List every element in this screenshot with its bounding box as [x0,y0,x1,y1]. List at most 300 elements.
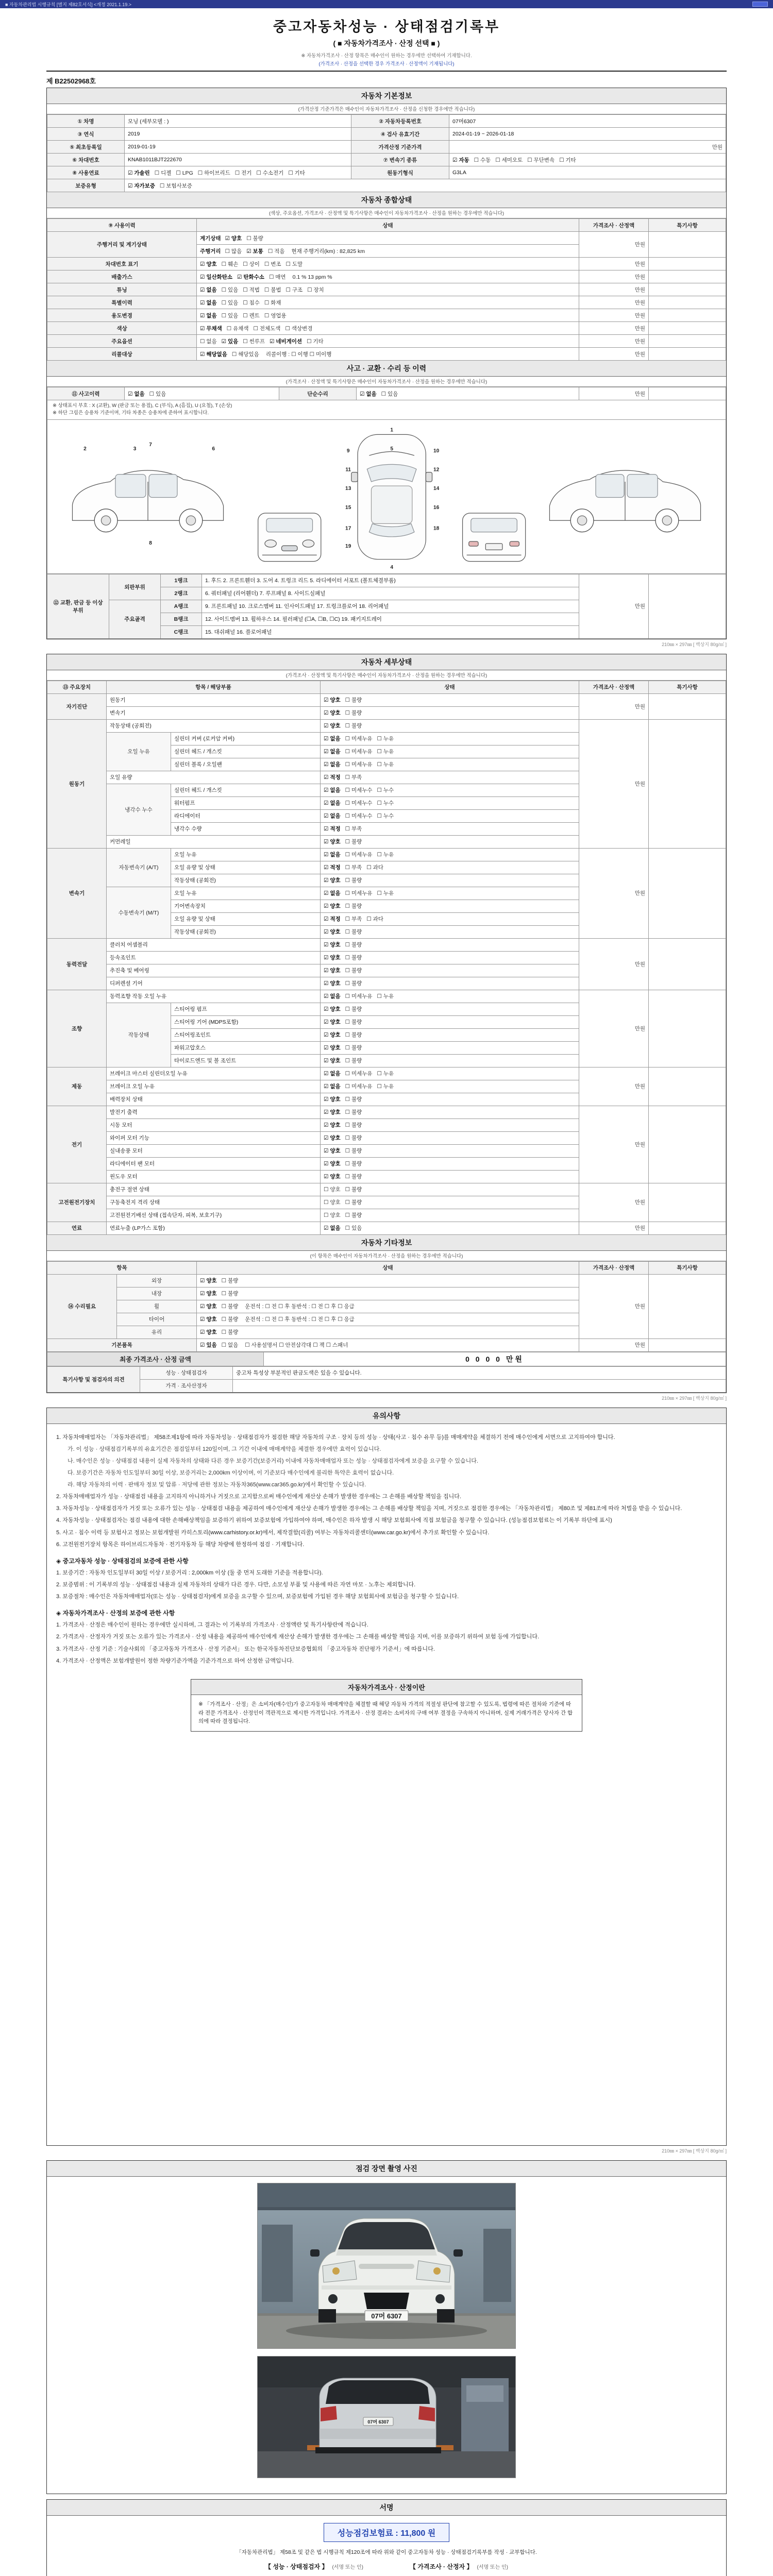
checkbox-양호[interactable]: ☑ 양호 [324,1096,341,1103]
notice-paragraph: 2. 가격조사 · 산정자가 거짓 또는 오류가 있는 가격조사 · 산정 내용을 제공하여 매수인에게 재산상 손해가 발생한 경우에는 그 손해를 배상할 책임을 지며, 이를 보증하기 위하여 보험 등에 가입합니다. [56,1634,540,1640]
checkbox-누수[interactable]: ☐ 누수 [377,787,394,793]
checkbox-있음[interactable]: ☐ 있음 [221,286,239,293]
checkbox-누유[interactable]: ☐ 누유 [377,761,394,768]
checkbox-cell[interactable] [321,1015,579,1028]
value-cell: 스티어링 펌프 [171,1003,321,1015]
checkbox-불량[interactable]: ☐ 불량 [345,1135,362,1141]
checkbox-불량[interactable]: ☐ 불량 [246,235,263,242]
checkbox-도말[interactable]: ☐ 도말 [285,261,303,267]
checkbox-훼손[interactable]: ☐ 훼손 [221,261,239,267]
checkbox-cell[interactable] [125,179,726,192]
checkbox-cell[interactable] [321,719,579,732]
checkbox-cell[interactable] [321,1222,579,1234]
notice-title: 유의사항 [47,1408,726,1424]
checkbox-양호[interactable]: ☑ 양호 [200,1316,217,1323]
notice-paragraph: 6. 고전원전기장치 항목은 하이브리드자동차 · 전기자동차 등 해당 차량에 한정하여 점검 · 기재합니다. [56,1541,305,1548]
checkbox-cell[interactable] [197,309,579,322]
checkbox-매연[interactable]: ☐ 매연 [268,274,286,280]
checkbox-양호[interactable]: ☑ 양호 [324,929,341,935]
law-reference: 「자동차관리법」 제58조 및 같은 법 시행규칙 제120조에 따라 위와 같이 중고자동차 성능 · 상태점검기록부를 작성 · 교부합니다. [236,2549,537,2555]
label-cell: 작동상태 [107,1003,171,1067]
checkbox-디젤[interactable]: ☐ 디젤 [154,170,172,176]
checkbox-cell[interactable] [357,387,579,400]
note-cell [649,296,726,309]
checkbox-있음[interactable]: ☐ 있음 [345,1225,362,1231]
checkbox-전기[interactable]: ☐ 전기 [234,170,252,176]
checkbox-cell[interactable] [321,835,579,848]
checkbox-침수[interactable]: ☐ 침수 [243,299,260,306]
inspection-photo-rear [258,2357,515,2478]
checkbox-불량[interactable]: ☐ 불량 [345,1058,362,1064]
checkbox-적정[interactable]: ☑ 적정 [324,865,341,871]
label-cell: ⑤ 최초등록일 [47,141,125,154]
checkbox-양호[interactable]: ☑ 양호 [324,1006,341,1012]
checkbox-cell[interactable] [321,1093,579,1106]
value-cell: 워터펌프 [171,796,321,809]
checkbox-양호[interactable]: ☑ 양호 [225,235,242,242]
checkbox-누유[interactable]: ☐ 누유 [377,993,394,999]
panel-number: 9 [346,448,350,454]
checkbox-유채색[interactable]: ☐ 유채색 [226,325,249,332]
checkbox-적법[interactable]: ☐ 적법 [243,286,260,293]
checkbox-불량[interactable]: ☐ 불량 [345,955,362,961]
checkbox-cell[interactable] [321,771,579,784]
checkbox-양호[interactable]: ☑ 양호 [324,1174,341,1180]
inline-label: 계기상태 [200,235,221,242]
notice-paragraph: 라. 해당 자동차의 이력 · 판매자 정보 및 압류 · 저당에 관한 정보는 자동차365(www.car365.go.kr)에서 확인할 수 있습니다. [68,1482,366,1488]
checkbox-cell[interactable] [197,283,579,296]
checkbox-불량[interactable]: ☐ 불량 [345,839,362,845]
checkbox-화재[interactable]: ☐ 화재 [264,299,281,306]
checkbox-cell[interactable] [197,258,579,270]
table-row [47,219,726,232]
checkbox-불량[interactable]: ☐ 불량 [345,903,362,909]
checkbox-양호[interactable]: ☐ 양호 [324,1199,341,1206]
checkbox-양호[interactable]: ☑ 양호 [324,877,341,884]
checkbox-양호[interactable]: ☑ 양호 [200,1291,217,1297]
checkbox-불량[interactable]: ☐ 불량 [345,1122,362,1128]
label-cell: 전기 [47,1106,107,1183]
checkbox-양호[interactable]: ☑ 양호 [200,1278,217,1284]
note-cell [649,693,726,719]
checkbox-cell[interactable] [321,784,579,796]
checkbox-양호[interactable]: ☐ 양호 [324,1212,341,1218]
notice-paragraph: 3. 자동차성능 · 상태점검자가 거짓 또는 오류가 있는 성능 · 상태점검 내용을 제공하여 매수인에게 재산상 손해가 발생한 경우에는 그 손해를 배상할 책임을 지며, 거짓으로 점검한 경우에는 「자동차관리법」 제80조 및 제81조에 따라 처벌을 받을 수 있습니다. [56,1505,682,1512]
checkbox-없음[interactable]: ☐ 없음 [200,338,217,345]
checkbox-보험사보증[interactable]: ☐ 보험사보증 [159,182,192,189]
checkbox-양호[interactable]: ☑ 양호 [324,1058,341,1064]
checkbox-전체도색[interactable]: ☐ 전체도색 [253,325,281,332]
checkbox-cell[interactable] [197,270,579,283]
checkbox-없음[interactable]: ☑ 없음 [324,761,341,768]
checkbox-렌트[interactable]: ☐ 렌트 [243,312,260,319]
label-cell: 외장 [117,1274,197,1287]
value-cell: 구동축전지 격리 상태 [107,1196,321,1209]
publisher-badge-icon [752,2,768,7]
checkbox-미세누유[interactable]: ☐ 미세누유 [345,993,373,999]
checkbox-양호[interactable]: ☑ 양호 [324,1109,341,1115]
checkbox-불량[interactable]: ☐ 불량 [221,1303,239,1310]
checkbox-불량[interactable]: ☐ 불량 [221,1291,239,1297]
checkbox-cell[interactable] [125,387,279,400]
checkbox-무채색[interactable]: ☑ 무채색 [200,325,222,332]
label-cell: 오일 누유 [107,732,171,771]
car-front-view [258,513,321,562]
inline-label: 주행거리 [200,248,221,255]
checkbox-썬루프[interactable]: ☐ 썬루프 [243,338,265,345]
checkbox-cell[interactable] [321,1131,579,1144]
checkbox-cell[interactable] [197,322,579,335]
checkbox-cell[interactable] [321,861,579,874]
checkbox-장치[interactable]: ☐ 장치 [307,286,324,293]
checkbox-cell[interactable] [321,990,579,1003]
checkbox-양호[interactable]: ☑ 양호 [324,968,341,974]
checkbox-cell[interactable] [321,693,579,706]
checkbox-cell[interactable] [321,1054,579,1067]
value-cell: 실린더 헤드 / 개스킷 [171,784,321,796]
checkbox-미세누유[interactable]: ☐ 미세누유 [345,1071,373,1077]
checkbox-불법[interactable]: ☐ 불법 [264,286,281,293]
checkbox-구조[interactable]: ☐ 구조 [285,286,303,293]
panel-number: 17 [345,526,351,532]
checkbox-있음[interactable]: ☐ 있음 [381,391,398,397]
checkbox-cell[interactable] [197,296,579,309]
checkbox-불량[interactable]: ☐ 불량 [345,929,362,935]
checkbox-있음[interactable]: ☑ 있음 [221,338,239,345]
price-cell: 만원 [579,693,649,719]
checkbox-cell[interactable] [321,706,579,719]
checkbox-양호[interactable]: ☑ 양호 [200,1329,217,1335]
checkbox-cell[interactable] [321,1106,579,1118]
checkbox-없음[interactable]: ☑ 없음 [324,1071,341,1077]
notice-paragraph: 4. 가격조사 · 산정액은 보험개발원이 정한 차량기준가액을 기준가격으로 하여 산정한 금액입니다. [56,1657,294,1664]
checkbox-cell[interactable] [321,1209,579,1222]
checkbox-없음[interactable]: ☑ 없음 [324,1083,341,1090]
checkbox-cell[interactable] [197,232,579,245]
checkbox-cell[interactable] [197,335,579,348]
checkbox-기타[interactable]: ☐ 기타 [307,338,324,345]
checkbox-cell[interactable] [321,1067,579,1080]
label-cell: ② 자동차등록번호 [351,115,449,128]
checkbox-적정[interactable]: ☑ 적정 [324,826,341,832]
panel-number: 5 [390,446,394,452]
checkbox-불량[interactable]: ☐ 불량 [345,723,362,729]
checkbox-없음[interactable]: ☑ 없음 [128,391,145,397]
checkbox-불량[interactable]: ☐ 불량 [345,942,362,948]
checkbox-세미오토[interactable]: ☐ 세미오토 [495,157,523,163]
checkbox-없음[interactable]: ☑ 없음 [200,299,217,306]
checkbox-양호[interactable]: ☑ 양호 [324,903,341,909]
checkbox-기타[interactable]: ☐ 기타 [559,157,576,163]
value-cell: 변속기 [107,706,321,719]
detail-section-subtitle: (가격조사 · 산정액 및 특기사항은 매수인이 자동차가격조사 · 산정을 원하는 경우에만 적습니다) [47,670,726,681]
note-cell [649,335,726,348]
checkbox-미세누유[interactable]: ☐ 미세누유 [345,890,373,896]
checkbox-cell[interactable] [449,154,726,166]
checkbox-미세누유[interactable]: ☐ 미세누유 [345,852,373,858]
checkbox-cell[interactable] [321,925,579,938]
checkbox-상이[interactable]: ☐ 상이 [243,261,260,267]
checkbox-양호[interactable]: ☑ 양호 [324,839,341,845]
checkbox-미세누수[interactable]: ☐ 미세누수 [345,800,373,806]
checkbox-없음[interactable]: ☑ 없음 [324,813,341,819]
table-row [47,1183,726,1196]
final-price-table [47,1352,726,1366]
value-cell: 오일 유량 [107,771,321,784]
checkbox-양호[interactable]: ☑ 양호 [324,1122,341,1128]
checkbox-불량[interactable]: ☐ 불량 [345,1174,362,1180]
checkbox-cell[interactable] [321,1003,579,1015]
checkbox-무단변속[interactable]: ☐ 무단변속 [527,157,555,163]
checkbox-많음[interactable]: ☐ 많음 [225,248,242,255]
value-cell: 1. 후드 2. 프론트휀더 3. 도어 4. 트렁크 리드 5. 라디에이터 서포트 (볼트체결부품) [202,574,579,587]
checkbox-양호[interactable]: ☑ 양호 [324,955,341,961]
checkbox-cell[interactable] [321,887,579,900]
value-cell: 작동상태 (공회전) [171,874,321,887]
checkbox-있음[interactable]: ☐ 있음 [221,299,239,306]
label-cell: 단순수리 [279,387,357,400]
paper-spec: 210㎜ × 297㎜ [ 백상지 80g/㎡ ] [662,2148,727,2154]
checkbox-cell[interactable] [197,1313,579,1326]
checkbox-탄화수소[interactable]: ☑ 탄화수소 [237,274,264,280]
checkbox-cell[interactable] [321,938,579,951]
price-cell: 만원 [579,348,649,361]
checkbox-해당있음[interactable]: ☐ 해당있음 [231,351,259,358]
checkbox-있음[interactable]: ☑ 있음 [200,1342,217,1348]
checkbox-없음[interactable]: ☑ 없음 [324,787,341,793]
checkbox-cell[interactable] [197,1274,579,1287]
checkbox-미세누유[interactable]: ☐ 미세누유 [345,1083,373,1090]
checkbox-양호[interactable]: ☑ 양호 [324,1019,341,1025]
checkbox-cell[interactable] [197,1338,579,1351]
checkbox-가솔린[interactable]: ☑ 가솔린 [128,170,150,176]
checkbox-불량[interactable]: ☐ 불량 [345,1096,362,1103]
checkbox-불량[interactable]: ☐ 불량 [345,1045,362,1051]
checkbox-색상변경[interactable]: ☐ 색상변경 [285,325,313,332]
checkbox-과다[interactable]: ☐ 과다 [366,865,383,871]
insurance-fee [324,2523,449,2542]
checkbox-누유[interactable]: ☐ 누유 [377,890,394,896]
checkbox-cell[interactable] [321,1183,579,1196]
checkbox-있음[interactable]: ☐ 있음 [149,391,166,397]
checkbox-자가보증[interactable]: ☑ 자가보증 [128,182,155,189]
checkbox-적정[interactable]: ☑ 적정 [324,774,341,781]
checkbox-cell[interactable] [321,1118,579,1131]
checkbox-cell[interactable] [197,245,579,258]
table-row [47,270,726,283]
checkbox-불량[interactable]: ☐ 불량 [345,877,362,884]
notice-body [47,1424,726,2145]
checkbox-불량[interactable]: ☐ 불량 [345,1161,362,1167]
checkbox-cell[interactable] [321,1080,579,1093]
value-cell: 브레이크 오일 누유 [107,1080,321,1093]
checkbox-없음[interactable]: ☑ 없음 [324,890,341,896]
checkbox-하이브리드[interactable]: ☐ 하이브리드 [197,170,230,176]
checkbox-누유[interactable]: ☐ 누유 [377,852,394,858]
table-row [47,322,726,335]
checkbox-cell[interactable] [321,1196,579,1209]
checkbox-cell[interactable] [197,348,579,361]
table-row [47,128,726,141]
checkbox-cell[interactable] [321,732,579,745]
label-cell: 냉각수 누수 [107,784,171,835]
checkbox-불량[interactable]: ☐ 불량 [345,710,362,716]
checkbox-부족[interactable]: ☐ 부족 [345,865,362,871]
price-cell: 만원 [579,270,649,283]
label-cell: 연료 [47,1222,107,1234]
checkbox-누유[interactable]: ☐ 누유 [377,1071,394,1077]
checkbox-없음[interactable]: ☑ 없음 [200,312,217,319]
section-notice [46,1408,727,2146]
panel-number: 15 [345,504,351,511]
checkbox-cell[interactable] [321,1028,579,1041]
signature-body [47,2516,726,2576]
notice-paragraph: 3. 보증절차 : 매수인은 자동차매매업자(또는 성능 · 상태점검자)에게 보증을 요구할 수 있으며, 보증보험에 가입된 경우 해당 보험회사에 보험금을 청구할 수 있습니다. [56,1594,459,1600]
checkbox-있음[interactable]: ☐ 있음 [221,312,239,319]
checkbox-불량[interactable]: ☐ 불량 [345,1019,362,1025]
checkbox-cell[interactable] [321,1041,579,1054]
checkbox-부족[interactable]: ☐ 부족 [345,774,362,781]
label-cell: 타이어 [117,1313,197,1326]
checkbox-네비게이션[interactable]: ☑ 네비게이션 [270,338,303,345]
checkbox-양호[interactable]: ☑ 양호 [324,942,341,948]
label-cell: 상태 [197,1261,579,1274]
checkbox-양호[interactable]: ☐ 양호 [324,1187,341,1193]
checkbox-cell[interactable] [321,848,579,861]
checkbox-미세누수[interactable]: ☐ 미세누수 [345,813,373,819]
checkbox-영업용[interactable]: ☐ 영업용 [264,312,287,319]
checkbox-없음[interactable]: ☑ 없음 [324,749,341,755]
value-cell: 실린더 헤드 / 개스킷 [171,745,321,758]
checkbox-변조[interactable]: ☐ 변조 [264,261,281,267]
checkbox-자동[interactable]: ☑ 자동 [452,157,469,163]
checkbox-cell[interactable] [321,745,579,758]
checkbox-누유[interactable]: ☐ 누유 [377,1083,394,1090]
checkbox-양호[interactable]: ☑ 양호 [324,1148,341,1154]
stamp-note: (서명 또는 인) [477,2564,509,2570]
value-cell: 실린더 블록 / 오일팬 [171,758,321,771]
misc-section-subtitle: (이 항목은 매수인이 자동차가격조사 · 산정을 원하는 경우에만 적습니다) [47,1251,726,1261]
checkbox-cell[interactable] [321,758,579,771]
checkbox-불량[interactable]: ☐ 불량 [345,1032,362,1038]
checkbox-cell[interactable] [321,1170,579,1183]
checkbox-cell[interactable] [197,1300,579,1313]
checkbox-없음[interactable]: ☑ 없음 [324,993,341,999]
checkbox-cell[interactable] [321,951,579,964]
price-cell: 만원 [579,335,649,348]
label-cell: 가격산정 기준가격 [351,141,449,154]
checkbox-cell[interactable] [321,822,579,835]
checkbox-cell[interactable] [321,900,579,912]
checkbox-LPG[interactable]: ☐ LPG [176,170,193,176]
checkbox-양호[interactable]: ☑ 양호 [324,1161,341,1167]
checkbox-양호[interactable]: ☑ 양호 [324,1032,341,1038]
value-cell: 브레이크 마스터 실린더오일 누유 [107,1067,321,1080]
checkbox-불량[interactable]: ☐ 불량 [345,1199,362,1206]
value-cell: 스티어링조인트 [171,1028,321,1041]
checkbox-수소전기[interactable]: ☐ 수소전기 [256,170,284,176]
checkbox-일산화탄소[interactable]: ☑ 일산화탄소 [200,274,233,280]
checkbox-미세누유[interactable]: ☐ 미세누유 [345,749,373,755]
signature-title: 서명 [47,2500,726,2516]
checkbox-cell[interactable] [321,912,579,925]
checkbox-누유[interactable]: ☐ 누유 [377,736,394,742]
checkbox-cell[interactable] [321,1157,579,1170]
checkbox-누수[interactable]: ☐ 누수 [377,813,394,819]
checkbox-없음[interactable]: ☑ 없음 [324,736,341,742]
checkbox-cell[interactable] [197,1287,579,1300]
value-cell: 디퍼렌셜 기어 [107,977,321,990]
checkbox-누유[interactable]: ☐ 누유 [377,749,394,755]
checkbox-보통[interactable]: ☑ 보통 [246,248,263,255]
checkbox-cell[interactable] [197,1326,579,1338]
checkbox-cell[interactable] [321,809,579,822]
checkbox-미세누유[interactable]: ☐ 미세누유 [345,736,373,742]
checkbox-불량[interactable]: ☐ 불량 [345,697,362,703]
value-cell: 기어변속장치 [171,900,321,912]
checkbox-없음[interactable]: ☐ 없음 [221,1342,239,1348]
checkbox-cell[interactable] [321,964,579,977]
table-row [47,166,726,179]
checkbox-불량[interactable]: ☐ 불량 [345,1006,362,1012]
value-cell: 오일 누유 [171,887,321,900]
checkbox-없음[interactable]: ☑ 없음 [324,852,341,858]
car-damage-diagram-wrap [47,420,726,574]
checkbox-해당없음[interactable]: ☑ 해당없음 [200,351,227,358]
value-cell: 발전기 출력 [107,1106,321,1118]
checkbox-양호[interactable]: ☑ 양호 [200,261,217,267]
checkbox-양호[interactable]: ☑ 양호 [324,697,341,703]
checkbox-양호[interactable]: ☑ 양호 [200,1303,217,1310]
checkbox-양호[interactable]: ☑ 양호 [324,980,341,987]
checkbox-cell[interactable] [321,977,579,990]
checkbox-없음[interactable]: ☑ 없음 [360,391,377,397]
checkbox-cell[interactable] [321,796,579,809]
checkbox-불량[interactable]: ☐ 불량 [345,968,362,974]
checkbox-불량[interactable]: ☐ 불량 [345,1148,362,1154]
checkbox-미세누수[interactable]: ☐ 미세누수 [345,787,373,793]
checkbox-적음[interactable]: ☐ 적음 [267,248,285,255]
checkbox-없음[interactable]: ☑ 없음 [324,1225,341,1231]
checkbox-cell[interactable] [125,166,351,179]
checkbox-부족[interactable]: ☐ 부족 [345,916,362,922]
checkbox-양호[interactable]: ☑ 양호 [324,723,341,729]
checkbox-누수[interactable]: ☐ 누수 [377,800,394,806]
checkbox-불량[interactable]: ☐ 불량 [345,980,362,987]
checkbox-불량[interactable]: ☐ 불량 [345,1187,362,1193]
checkbox-부족[interactable]: ☐ 부족 [345,826,362,832]
checkbox-과다[interactable]: ☐ 과다 [366,916,383,922]
checkbox-미세누유[interactable]: ☐ 미세누유 [345,761,373,768]
basic-info-table [47,114,726,192]
checkbox-불량[interactable]: ☐ 불량 [221,1329,239,1335]
checkbox-수동[interactable]: ☐ 수동 [474,157,491,163]
checkbox-불량[interactable]: ☐ 불량 [345,1212,362,1218]
overall-state-table [47,218,726,361]
checkbox-양호[interactable]: ☑ 양호 [324,1135,341,1141]
checkbox-없음[interactable]: ☑ 없음 [324,800,341,806]
checkbox-불량[interactable]: ☐ 불량 [221,1278,239,1284]
checkbox-적정[interactable]: ☑ 적정 [324,916,341,922]
checkbox-cell[interactable] [321,874,579,887]
checkbox-기타[interactable]: ☐ 기타 [288,170,305,176]
checkbox-양호[interactable]: ☑ 양호 [324,710,341,716]
checkbox-cell[interactable] [321,1144,579,1157]
checkbox-없음[interactable]: ☑ 없음 [200,286,217,293]
checkbox-불량[interactable]: ☐ 불량 [221,1316,239,1323]
checkbox-양호[interactable]: ☑ 양호 [324,1045,341,1051]
checkbox-불량[interactable]: ☐ 불량 [345,1109,362,1115]
